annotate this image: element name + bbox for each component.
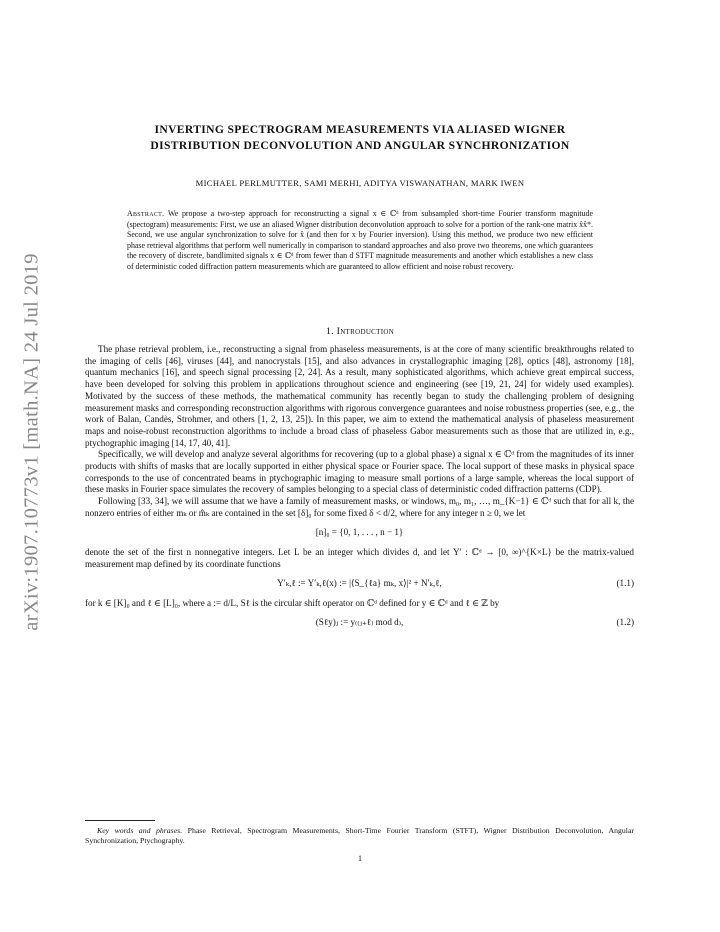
equation-index-set bbox=[85, 527, 634, 539]
footnote-rule bbox=[85, 820, 155, 821]
equation-1-2 bbox=[85, 617, 634, 629]
paragraph-4: denote the set of the first n nonnegative integers. Let L be an integer which divides d, and let Y′ : ℂᵈ → [0, ∞)^{K×L} be the matrix-valued measurement map defined by its coordinate functions bbox=[85, 547, 634, 569]
title-line-2: DISTRIBUTION DECONVOLUTION AND ANGULAR SYNCHRONIZATION bbox=[150, 139, 570, 152]
footnote bbox=[85, 826, 634, 847]
equation-index-set-body: [n]₀ = {0, 1, . . . , n − 1} bbox=[315, 526, 404, 537]
paper-title bbox=[90, 122, 630, 154]
equation-1-2-body: (Sℓy)ⱼ := y₍₍ⱼ₊ℓ₎ mod d₎, bbox=[315, 617, 404, 628]
equation-1-1 bbox=[85, 578, 634, 590]
arxiv-identifier: arXiv:1907.10773v1 [math.NA] 24 Jul 2019 bbox=[20, 253, 43, 631]
arxiv-sidebar bbox=[20, 232, 44, 652]
section-number: 1. bbox=[325, 326, 334, 337]
body-text bbox=[85, 344, 634, 638]
section-title: Introduction bbox=[336, 326, 395, 337]
abstract-label: Abstract. bbox=[127, 209, 165, 218]
abstract-text: We propose a two-step approach for reconstructing a signal x ∈ ℂᵈ from subsampled short-time Fourier transform magnitude (spectogram) measurements: First, we use an aliased Wigner distribution deconvolution approach to solve for a portion of the rank-one matrix x̂x̂*. Second, we use angular synchronization to solve for x̂ (and then for x by Fourier inversion). Using this method, we produce two new efficient phase retrieval algorithms that perform well numerically in comparison to standard approaches and also prove two theorems, one which guarantees the recovery of discrete, bandlimited signals x ∈ ℂᵈ from fewer than d STFT magnitude measurements and another which establishes a new class of deterministic coded diffraction pattern measurements which are guaranteed to allow efficient and noise robust recovery. bbox=[127, 209, 593, 271]
author-list: MICHAEL PERLMUTTER, SAMI MERHI, ADITYA VISWANATHAN, MARK IWEN bbox=[195, 178, 525, 188]
paragraph-3: Following [33, 34], we will assume that we have a family of measurement masks, or windows, m₀, m₁, …, m_{K−1} ∈ ℂᵈ such that for all k, the nonzero entries of either mₖ or m̂ₖ are contained in the set [δ]₀ for some fixed δ < d/2, where for any integer n ≥ 0, we let bbox=[85, 496, 634, 518]
paragraph-5: for k ∈ [K]₀ and ℓ ∈ [L]₀, where a := d/L, Sℓ is the circular shift operator on ℂᵈ defined for y ∈ ℂᵈ and ℓ ∈ ℤ by bbox=[85, 598, 500, 609]
footnote-text: Phase Retrieval, Spectrogram Measurements, Short-Time Fourier Transform (STFT), Wigner Distribution Deconvolution, Angular Synchronization, Ptychography. bbox=[85, 826, 634, 846]
equation-1-1-number: (1.1) bbox=[616, 577, 634, 588]
footnote-label: Key words and phrases. bbox=[97, 826, 183, 835]
title-line-1: INVERTING SPECTROGRAM MEASUREMENTS VIA ALIASED WIGNER bbox=[154, 123, 566, 136]
page-number: 1 bbox=[358, 854, 362, 863]
equation-1-2-number: (1.2) bbox=[616, 617, 634, 628]
section-heading bbox=[90, 326, 630, 337]
abstract bbox=[127, 209, 593, 273]
equation-1-1-body: Y′ₖ,ℓ := Y′ₖ,ℓ(x) := |⟨S_{ℓa} mₖ, x⟩|² + N′ₖ,ℓ, bbox=[277, 577, 442, 588]
paragraph-1: The phase retrieval problem, i.e., reconstructing a signal from phaseless measurements, is at the core of many scientific breakthroughs related to the imaging of cells [46], viruses [44], and nanocrystals [15], and also advances in crystallographic imaging [28], optics [48], astronomy [18], quantum mechanics [16], and speech signal processing [2, 24]. As a result, many sophisticated algorithms, which achieve great empircal success, have been developed for solving this problem in applications throughout science and engineering (see [19, 21, 24] for widely used examples). Motivated by the success of these methods, the mathematical community has recently began to study the challenging problem of designing measurement masks and corresponding reconstruction algorithms with rigorous convergence guarantees and noise robustness properties (see, e.g., the work of Balan, Candès, Strohmer, and others [1, 2, 13, 25]). In this paper, we aim to extend the mathematical analysis of phaseless measurement maps and noise-robust reconstruction algorithms to include a broad class of phaseless Gabor measurements such as those that are utilized in, e.g., ptychographic imaging [14, 17, 40, 41]. bbox=[85, 344, 634, 448]
paragraph-2: Specifically, we will develop and analyze several algorithms for recovering (up to a global phase) a signal x ∈ ℂᵈ from the magnitudes of its inner products with shifts of masks that are locally supported in either physical space or Fourier space. The local support of these masks in physical space corresponds to the use of concentrated beams in ptychographic imaging to measure small portions of a large sample, whereas the local support of these masks in Fourier space simulates the recovery of samples belonging to a special class of deterministic coded diffraction patterns (CDP). bbox=[85, 449, 634, 495]
